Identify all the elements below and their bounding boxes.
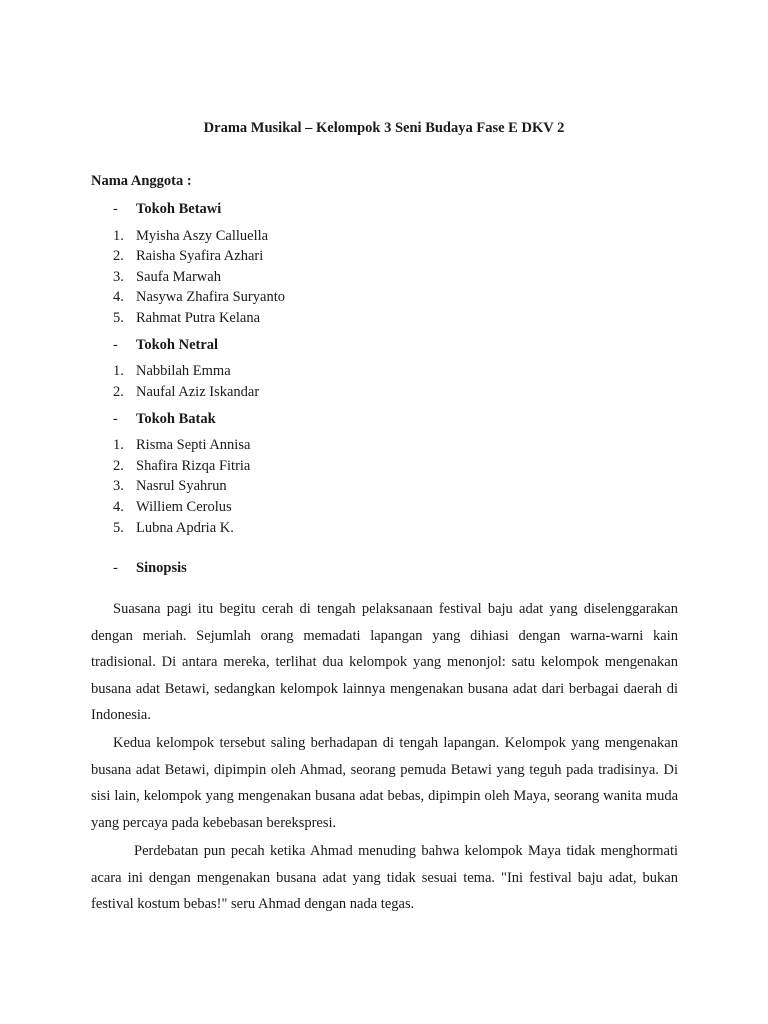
member-name: Rahmat Putra Kelana (136, 310, 261, 326)
list-number: 1. (113, 228, 124, 244)
member-name: Nasrul Syahrun (136, 478, 227, 494)
list-number: 1. (113, 437, 124, 453)
group-heading-text: Tokoh Netral (136, 337, 219, 353)
member-name: Shafira Rizqa Fitria (136, 458, 251, 474)
member-name: Risma Septi Annisa (136, 437, 251, 453)
member-name: Nabbilah Emma (136, 363, 231, 379)
synopsis-paragraph-3: Perdebatan pun pecah ketika Ahmad menuding bahwa kelompok Maya tidak menghormati acara ini dengan mengenakan busana adat yang tidak sesuai tema. "Ini festival baju adat, bukan festival kostum bebas!" seru Ahmad dengan nada tegas. (91, 843, 678, 912)
list-number: 5. (113, 310, 124, 326)
document-title: Drama Musikal – Kelompok 3 Seni Budaya Fase E DKV 2 (203, 120, 565, 136)
list-number: 3. (113, 269, 124, 285)
members-label: Nama Anggota : (91, 173, 192, 189)
synopsis-paragraph-2: Kedua kelompok tersebut saling berhadapan di tengah lapangan. Kelompok yang mengenakan busana adat Betawi, dipimpin oleh Ahmad, seorang pemuda Betawi yang teguh pada tradisinya. Di sisi lain, kelompok yang mengenakan busana adat bebas, dipimpin oleh Maya, seorang wanita muda yang percaya pada kebebasan berekspresi. (91, 735, 678, 831)
group-heading-text: Tokoh Betawi (136, 201, 222, 217)
synopsis-heading-text: Sinopsis (136, 560, 187, 576)
member-name: Lubna Apdria K. (136, 520, 234, 536)
list-number: 1. (113, 363, 124, 379)
member-name: Williem Cerolus (136, 499, 232, 515)
list-number: 3. (113, 478, 124, 494)
list-number: 4. (113, 289, 124, 305)
list-number: 2. (113, 248, 124, 264)
member-name: Raisha Syafira Azhari (136, 248, 264, 264)
dash-bullet: - (113, 337, 118, 353)
group-heading-text: Tokoh Batak (136, 411, 216, 427)
dash-bullet: - (113, 201, 118, 217)
member-name: Myisha Aszy Calluella (136, 228, 269, 244)
dash-bullet: - (113, 411, 118, 427)
list-number: 2. (113, 458, 124, 474)
synopsis-paragraph-1: Suasana pagi itu begitu cerah di tengah pelaksanaan festival baju adat yang diselenggarakan dengan meriah. Sejumlah orang memadati lapangan yang dihiasi dengan warna-warni kain tradisional. Di antara mereka, terlihat dua kelompok yang menonjol: satu kelompok mengenakan busana adat Betawi, sedangkan kelompok lainnya mengenakan busana adat dari berbagai daerah di Indonesia. (91, 601, 678, 723)
member-name: Naufal Aziz Iskandar (136, 384, 260, 400)
member-name: Saufa Marwah (136, 269, 221, 285)
dash-bullet: - (113, 560, 118, 576)
member-name: Nasywa Zhafira Suryanto (136, 289, 285, 305)
list-number: 4. (113, 499, 124, 515)
list-number: 2. (113, 384, 124, 400)
list-number: 5. (113, 520, 124, 536)
